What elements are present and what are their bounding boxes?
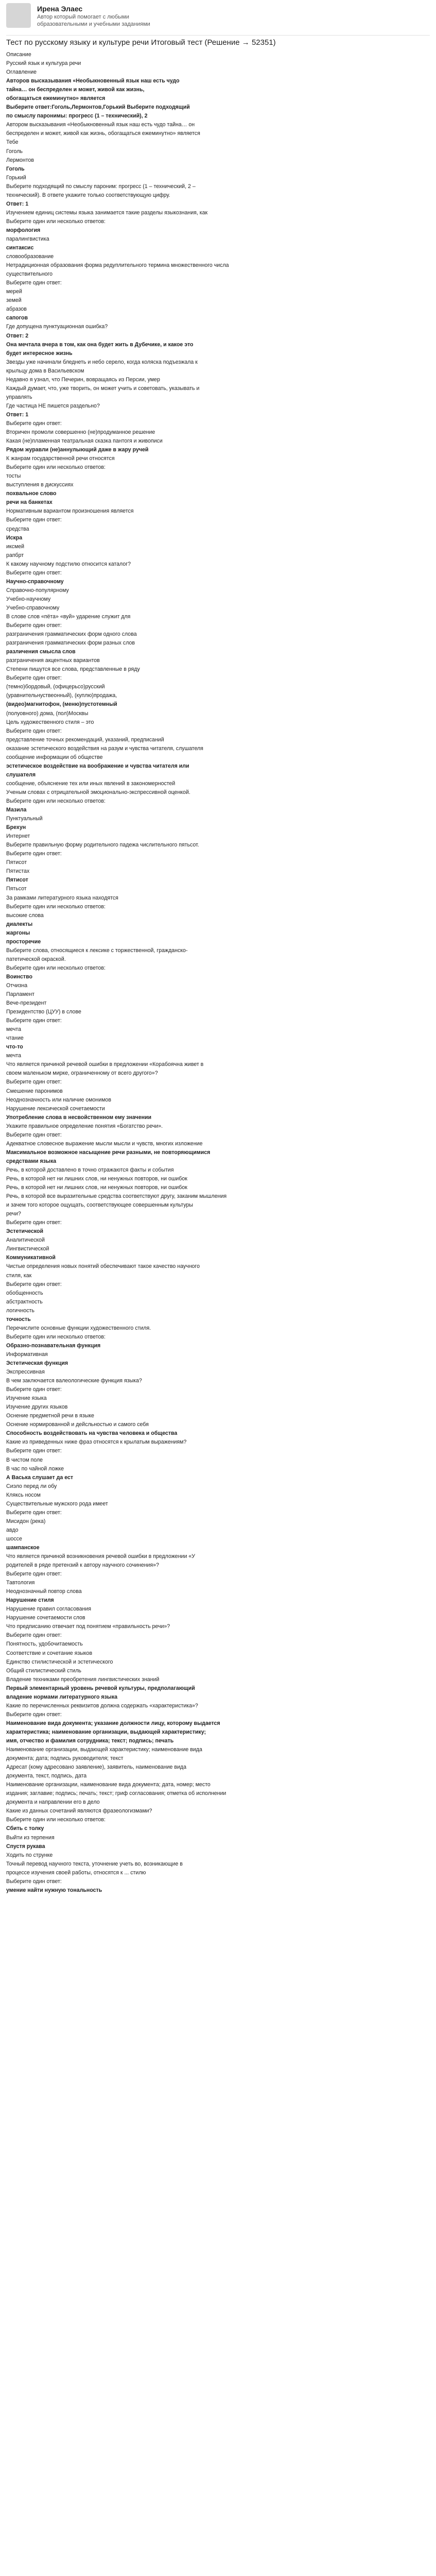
text-line: шоссе xyxy=(6,1535,22,1542)
text-line: Нарушение правил согласования xyxy=(6,1606,92,1613)
text-line: Понятность, удобочитаемость xyxy=(6,1641,83,1648)
text-line: В чем заключается валеологические функция языка? xyxy=(6,1378,142,1384)
text-line: Гоголь xyxy=(6,148,23,155)
text-line: Мазила xyxy=(6,807,27,814)
text-line: Брехун xyxy=(6,824,26,831)
text-line: Спустя рукава xyxy=(6,1843,45,1850)
text-line: жаргоны xyxy=(6,929,30,936)
text-line: Отчизна xyxy=(6,982,28,989)
text-line: Перечислите основные функции художественного стиля. xyxy=(6,1325,151,1331)
text-line: точность xyxy=(6,1316,31,1323)
text-line: абстрактность xyxy=(6,1298,43,1305)
text-line: Вторичен промоли совершенно (не)продуманное решение xyxy=(6,429,155,436)
text-line: Где частица НЕ пишется раздельно? xyxy=(6,402,100,409)
text-line: Единство стилистической и эстетического xyxy=(6,1658,113,1665)
text-line: Что является причиной возникновения речевой ошибки в предложении «У xyxy=(6,1553,195,1560)
text-line: Интернет xyxy=(6,833,30,840)
text-line: синтаксис xyxy=(6,245,34,251)
text-line: Нарушение лексической сочетаемости xyxy=(6,1105,105,1112)
author-description: Автор который помогает с любыми образовательными и учебными заданиями xyxy=(37,14,150,27)
text-line: Пятисот xyxy=(6,859,27,866)
text-line: Выберите один ответ: xyxy=(6,1571,62,1578)
text-line: шампанское xyxy=(6,1544,40,1551)
text-line: Выберите один ответ: xyxy=(6,851,62,857)
text-line: Изучение других языков xyxy=(6,1404,68,1411)
text-line: Выберите один ответ: xyxy=(6,1711,62,1718)
text-line: В час по чайной ложке xyxy=(6,1465,64,1472)
text-line: Наименование вида документа; указание должности лицу, которому выдается xyxy=(6,1720,220,1726)
text-line: Образно-познавательная функция xyxy=(6,1342,101,1349)
text-line: родителей в ряде претензий к автору научного сочинения»? xyxy=(6,1562,159,1569)
text-line: Выберите один или несколько ответов: xyxy=(6,964,106,971)
text-line: Адекватное словесное выражение мысли мысли и чувств, многих изложение xyxy=(6,1140,203,1147)
text-line: Авторов высказывания «Необыкновенный язык наш есть чудо xyxy=(6,78,180,84)
text-line: умение найти нужную тональность xyxy=(6,1887,102,1893)
text-line: Речь, в которой нет ни лишних слов, ни ненужных повторов, ни ошибок xyxy=(6,1184,187,1191)
text-line: К какому научному подстилю относится каталог? xyxy=(6,561,131,567)
text-line: Чистые определения новых понятий обеспечивают такое качество научного xyxy=(6,1263,200,1270)
text-line: Выберите один ответ: xyxy=(6,280,62,286)
text-line: Ответ: 2 xyxy=(6,332,29,339)
text-line: Выберите ответ:Гоголь,Лермонтов,Горький Выберите подходящий xyxy=(6,104,190,111)
text-line: Выберите один или несколько ответов: xyxy=(6,464,106,471)
author-info xyxy=(37,3,166,28)
text-line: Эстетическая функция xyxy=(6,1360,68,1366)
text-line: мерей xyxy=(6,289,22,295)
text-line: Оглавление xyxy=(6,69,37,76)
text-line: издания; заглавие; подпись; печать; текст; гриф согласования; отметка об исполнении xyxy=(6,1790,226,1797)
text-line: Выберите один ответ: xyxy=(6,675,62,682)
text-line: Выберите один или несколько ответов: xyxy=(6,1333,106,1340)
text-line: авдо xyxy=(6,1527,19,1533)
text-line: процессе изучения своей работы, относятся к ... стилю xyxy=(6,1869,146,1876)
text-line: Нарушение сочетаемости слов xyxy=(6,1615,85,1621)
text-line: Существительные мужского рода имеет xyxy=(6,1500,108,1507)
text-line: Воинство xyxy=(6,973,32,980)
text-line: (видео)магнитофон, (меню)пустотемный xyxy=(6,701,117,708)
text-line: Точный перевод научного текста, уточнение учеть во, возникающие в xyxy=(6,1860,183,1867)
text-line: Описание xyxy=(6,52,31,58)
text-line: мечта xyxy=(6,1026,21,1033)
text-line: Звезды уже начинали бледнеть и небо серело, когда коляска подъезжала к xyxy=(6,359,198,365)
text-line: Рядом журавли (не)аннулыющий даже в жару ручей xyxy=(6,447,149,453)
text-line: Смешение паронимов xyxy=(6,1088,63,1094)
text-line: Укажите правильное определение понятия «Богатство речи». xyxy=(6,1123,163,1129)
text-line: Тебе xyxy=(6,139,19,146)
text-line: Неоднозначный повтор слова xyxy=(6,1588,82,1595)
text-line: эстетическое воздействие на воображение и чувства читателя или xyxy=(6,762,189,769)
text-line: Президентство (ЦУУ) в слове xyxy=(6,1009,81,1015)
text-line: средствами языка xyxy=(6,1158,57,1164)
text-line: высокие слова xyxy=(6,912,44,919)
text-line: Экспрессивная xyxy=(6,1369,45,1376)
text-line: Максимальное возможное насыщение речи разными, не повторяющимися xyxy=(6,1149,211,1156)
text-line: Выберите подходящий по смыслу пароним: прогресс (1 – технический, 2 – xyxy=(6,183,196,190)
text-line: Недавно я узнал, что Печерин, вовращаясь из Персии, умер xyxy=(6,376,160,383)
text-line: Способность воздействовать на чувства человека и общества xyxy=(6,1430,178,1437)
text-line: Где допущена пунктуационная ошибка? xyxy=(6,324,108,330)
text-line: Ответ: 1 xyxy=(6,200,29,207)
text-line: морфология xyxy=(6,227,41,233)
text-line: Степени пишутся все слова, представленные в ряду xyxy=(6,666,140,673)
text-line: Информативная xyxy=(6,1351,48,1358)
text-line: Цель художественного стиля – это xyxy=(6,719,94,725)
text-line: характеристика; наименование организации, выдающей характеристику; xyxy=(6,1728,206,1735)
text-line: Научно-справочному xyxy=(6,578,64,585)
text-line: Искра xyxy=(6,534,23,541)
text-line: Речь, в которой нет ни лишних слов, ни ненужных повторов, ни ошибок xyxy=(6,1176,187,1182)
text-line: Наименование организации, выдающей характеристику; наименование вида xyxy=(6,1747,202,1753)
text-line: Какие по перечисленных реквизитов должна содержать «характеристика»? xyxy=(6,1702,198,1709)
text-line: рапбрт xyxy=(6,552,24,558)
text-line: Изучением единиц системы языка занимается такие разделы языкознания, как xyxy=(6,209,208,216)
text-line: Выберите один ответ: xyxy=(6,727,62,734)
text-line: Нетрадиционная образования форма редуплительного термина множественного числа xyxy=(6,262,229,269)
text-line: Каждый думает, что, уже творить, он может учить и советовать, указывать и xyxy=(6,385,200,392)
text-line: речи на банкетах xyxy=(6,499,53,506)
text-line: представление точных рекомендаций, указаний, предписаний xyxy=(6,736,164,743)
text-line: Выберите один ответ: xyxy=(6,1448,62,1454)
text-line: иксмей xyxy=(6,543,25,550)
text-line: Выберите один или несколько ответов: xyxy=(6,218,106,225)
text-line: Парламент xyxy=(6,991,34,998)
text-line: Речь, в которой все выразительные средства соответствуют другу, заканим мышления xyxy=(6,1193,227,1200)
avatar[interactable] xyxy=(6,3,31,28)
text-line: (уравнительнуствеонный), (куплю)продажа, xyxy=(6,692,117,699)
text-line: (темно)бордовый, (офицерьсо)русский xyxy=(6,684,105,690)
text-line: Выберите один ответ: xyxy=(6,517,62,523)
text-line: А Васька слушает да ест xyxy=(6,1474,74,1481)
text-line: оказание эстетического воздействия на разум и чувства читателя, слушателя xyxy=(6,745,203,752)
text-line: Сиэло перед ли обу xyxy=(6,1483,57,1489)
text-line: диалекты xyxy=(6,921,33,927)
text-line: Выйти из терпения xyxy=(6,1834,55,1841)
text-line: Изучение языка xyxy=(6,1395,47,1402)
text-line: За рамками литературного языка находятся xyxy=(6,894,118,901)
text-line: Оснение предметной речи в языке xyxy=(6,1413,94,1419)
text-line: Эстетической xyxy=(6,1228,44,1235)
text-line: Выберите один ответ: xyxy=(6,622,62,629)
text-line: Автором высказывания «Необыкновенный язык наш есть чудо тайна… он xyxy=(6,122,195,128)
text-line: обобщенность xyxy=(6,1290,43,1296)
text-line: Коммуникативной xyxy=(6,1255,56,1261)
text-line: Мисидон (река) xyxy=(6,1518,46,1524)
text-line: Владение техниками преобретения лингвистических знаний xyxy=(6,1676,160,1683)
text-line: сапогов xyxy=(6,315,28,321)
text-line: Выберите один ответ: xyxy=(6,1131,62,1138)
text-line: Тавтология xyxy=(6,1580,35,1586)
text-line: В слове слов «пёта» «вуй» ударение служит для xyxy=(6,614,131,620)
text-line: Ученым словах с отрицательной эмоционально-экспрессивной оценкой. xyxy=(6,789,190,795)
text-line: Выберите один ответ: xyxy=(6,1878,62,1885)
text-line: чтание xyxy=(6,1035,24,1042)
text-line: что-то xyxy=(6,1044,23,1050)
text-line: Пятистах xyxy=(6,868,30,875)
text-line: тосты xyxy=(6,473,21,480)
text-line: и зачем того которое ощущать, соответствующее совершенным культуры xyxy=(6,1202,194,1209)
text-line: Выберите один ответ: xyxy=(6,1281,62,1287)
text-line: просторечие xyxy=(6,938,41,945)
text-line: Употребление слова в несвойственном ему значении xyxy=(6,1114,152,1121)
text-line: Соответствие и сочетание языков xyxy=(6,1650,93,1656)
text-line: Выберите один ответ: xyxy=(6,1632,62,1639)
text-line: выступления в дискуссиях xyxy=(6,482,74,488)
text-line: Выберите один ответ: xyxy=(6,1018,62,1024)
text-line: Гоголь xyxy=(6,165,25,172)
text-line: Вече-президент xyxy=(6,1000,47,1007)
text-line: речи? xyxy=(6,1211,21,1217)
text-line: беспределен и может, живой как жизнь, обогащаться ежеминутно» является xyxy=(6,130,200,137)
text-line: тайна… он беспределен и может, живой как жизнь, xyxy=(6,87,145,93)
author-header xyxy=(6,3,430,36)
text-line: будет интересное жизнь xyxy=(6,350,73,357)
text-line: Речь, в которой доставлено в точно отражаются факты и события xyxy=(6,1166,174,1173)
text-line: сообщение, объяснение тех или иных явлений в закономерностей xyxy=(6,780,176,787)
text-line: Адресат (кому адресовано заявление), заявитель, наименование вида xyxy=(6,1764,186,1771)
text-line: Учебно-справочному xyxy=(6,604,60,611)
text-line: Первый элементарный уровень речевой культуры, предполагающий xyxy=(6,1685,195,1691)
text-line: похвальное слово xyxy=(6,490,57,497)
text-line: Что предписанию отвечает под понятием «правильность речи»? xyxy=(6,1623,170,1630)
text-line: существительного xyxy=(6,271,53,278)
text-line: Ходить по струнке xyxy=(6,1852,53,1858)
text-line: В чистом поле xyxy=(6,1456,43,1463)
text-line: Нормативным вариантом произношения является xyxy=(6,508,134,515)
text-line: Кляксь носом xyxy=(6,1492,41,1498)
text-line: Что является причиной речевой ошибки в предложении «Корабоячна живет в xyxy=(6,1061,204,1068)
text-line: словообразование xyxy=(6,253,54,260)
author-name[interactable]: Ирена Элаес xyxy=(37,5,83,13)
text-line: документа, текст, подпись, дата xyxy=(6,1773,87,1780)
text-line: Справочно-популярному xyxy=(6,587,69,594)
text-line: Аналитической xyxy=(6,1237,45,1244)
text-line: логичность xyxy=(6,1307,34,1314)
text-line: Выберите слова, относящиеся к лексике с торжественной, гражданско- xyxy=(6,947,188,954)
text-line: Выберите один ответ: xyxy=(6,1386,62,1393)
text-line: крыльцу дома в Васильевском xyxy=(6,367,84,374)
text-line: Пятисот xyxy=(6,877,28,884)
text-line: разграничения грамматических форм разных слов xyxy=(6,640,135,647)
text-line: Сбить с толку xyxy=(6,1825,44,1832)
text-line: К жанрам государственной речи относятся xyxy=(6,455,115,462)
text-line: Выберите один ответ: xyxy=(6,1079,62,1086)
text-line: Выберите один или несколько ответов: xyxy=(6,798,106,804)
text-line: Неоднозначность или наличие омонимов xyxy=(6,1096,111,1103)
text-line: владение нормами литературного языка xyxy=(6,1693,118,1700)
text-line: Выберите правильную форму родительного падежа числительного пятьсот. xyxy=(6,842,199,849)
text-line: Выберите один или несколько ответов: xyxy=(6,903,106,910)
text-line: патетической окраской. xyxy=(6,956,66,962)
text-line: паралингвистика xyxy=(6,235,49,242)
text-line: Лингвистической xyxy=(6,1246,49,1252)
text-line: Пятьсот xyxy=(6,886,27,892)
text-line: Выберите один или несколько ответов: xyxy=(6,1817,106,1823)
text-line: разграничения грамматических форм одного слова xyxy=(6,631,137,638)
text-line: Учебно-научному xyxy=(6,596,51,602)
text-line: Наименование организации, наименование вида документа; дата, номер; место xyxy=(6,1782,211,1788)
text-line: Общий стилистический стиль xyxy=(6,1667,81,1674)
text-line: Лермонтов xyxy=(6,157,34,163)
text-line: Какие из приведенных ниже фраз относятся к крылатым выражениям? xyxy=(6,1439,187,1446)
text-line: мечта xyxy=(6,1053,21,1059)
text-line: Выберите один ответ: xyxy=(6,1509,62,1516)
text-line: Какие из данных сочетаний являются фразеологизмами? xyxy=(6,1808,152,1815)
text-line: по смыслу паронимы: прогресс (1 – технический), 2 xyxy=(6,113,148,120)
text-line: Выберите один ответ: xyxy=(6,569,62,576)
text-line: имя, отчество и фамилия сотрудника; текст; подпись; печать xyxy=(6,1738,174,1744)
text-line: сообщение информации об обществе xyxy=(6,754,103,760)
text-line: средства xyxy=(6,526,29,532)
text-line: стиля, как xyxy=(6,1272,32,1279)
text-line: Выберите один ответ: xyxy=(6,1219,62,1226)
text-line: Выберите один ответ: xyxy=(6,420,62,427)
document-body xyxy=(6,50,430,1895)
text-line: Оснение нормированной и дейсльностью и самого себя xyxy=(6,1421,149,1428)
text-line: Горький xyxy=(6,174,26,181)
text-line: своем маленьком мирке, ограниченному от всего другого»? xyxy=(6,1070,158,1077)
text-line: разграничения акцентных вариантов xyxy=(6,657,100,664)
text-line: земей xyxy=(6,297,22,304)
text-line: Ответ: 1 xyxy=(6,411,29,418)
text-line: абразов xyxy=(6,306,27,313)
text-line: Нарушение стиля xyxy=(6,1597,54,1604)
text-line: обогащаться ежеминутно» является xyxy=(6,95,106,102)
text-line: (полуовного) дома, (пол)Москвы xyxy=(6,710,89,717)
text-line: документа и направлении его в дело xyxy=(6,1799,100,1806)
document-title: Тест по русскому языку и культуре речи Итоговый тест (Решение → 52351) xyxy=(6,38,276,47)
text-line: слушателя xyxy=(6,771,36,778)
text-line: управлять xyxy=(6,394,32,400)
text-line: Она мечтала вчера в том, как она будет жить в Дубечике, и какое это xyxy=(6,341,194,348)
text-line: Русский язык и культура речи xyxy=(6,60,81,67)
text-line: Пунктуальный xyxy=(6,816,43,822)
text-line: Какая (не)пламенная театральная сказка пантогя и живописи xyxy=(6,438,163,445)
text-line: технический). В ответе укажите только соответствующую цифру. xyxy=(6,192,170,198)
text-line: документа; дата; подпись руководителя; текст xyxy=(6,1755,124,1762)
text-line: различения смысла слов xyxy=(6,649,76,655)
